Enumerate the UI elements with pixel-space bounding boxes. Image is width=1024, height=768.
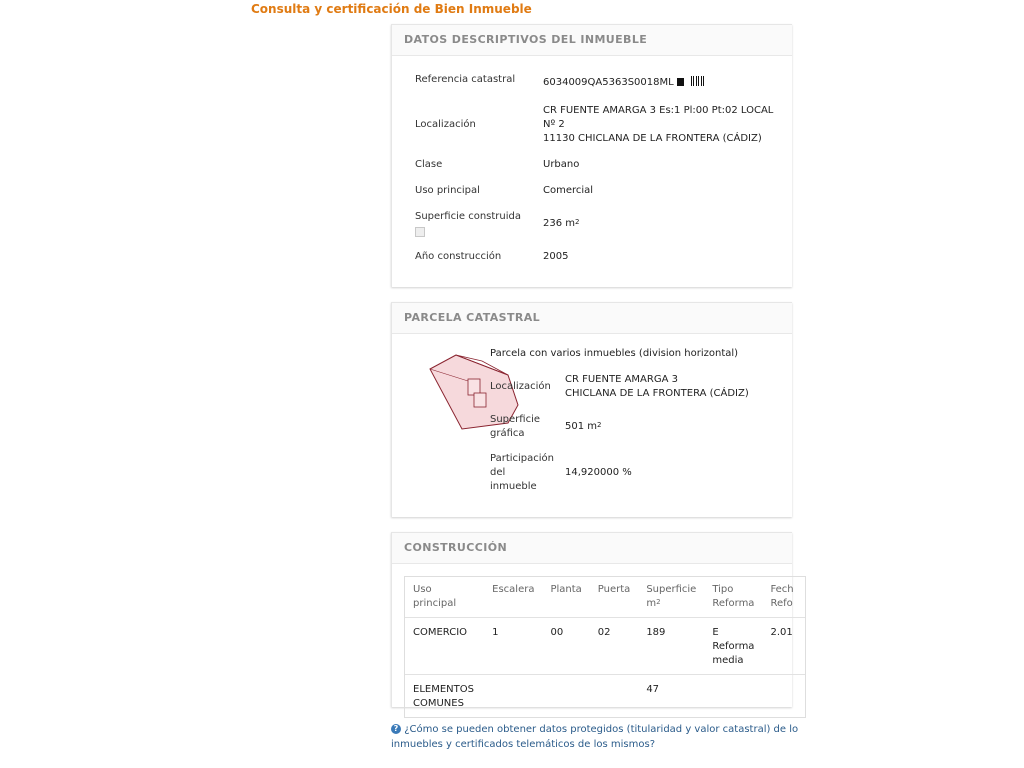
col-tipo-reforma: [704, 577, 762, 618]
barcode-icon[interactable]: [691, 76, 705, 86]
cell-tipo-2: Reforma: [712, 641, 755, 652]
construccion-table: [405, 577, 805, 717]
parcela-sup-label-1: Superficie: [490, 414, 541, 425]
cell-uso-1: ELEMENTOS: [413, 684, 474, 695]
parcela-clip: [391, 302, 765, 520]
cell-uso-2: COMUNES: [413, 698, 464, 709]
col-planta: Planta: [550, 584, 582, 595]
cell-tipo-3: media: [712, 655, 744, 666]
cell-superficie: 189: [638, 618, 704, 675]
cell-uso: [405, 675, 484, 718]
help-line-1: [391, 722, 799, 737]
col-fecha-1: Fech: [770, 584, 794, 595]
parcela-part-label: [490, 452, 554, 494]
ref-label: Referencia catastral: [415, 74, 516, 85]
loc-line-3: 11130 CHICLANA DE LA FRONTERA (CÁDIZ): [543, 133, 762, 144]
cell-superficie: 47: [638, 675, 704, 718]
clase-value: Urbano: [543, 159, 580, 170]
col-superficie-2: $m^2$: [646, 598, 661, 609]
parcela-loc-line-1: CR FUENTE AMARGA 3: [565, 374, 678, 385]
cell-puerta: 02: [590, 618, 639, 675]
cell-tipo: [704, 618, 762, 675]
sup-label: Superficie construida: [415, 211, 521, 222]
col-uso: Uso principal: [413, 584, 457, 609]
sup-unit-sup: 2: [575, 218, 580, 226]
info-box-icon[interactable]: [415, 227, 425, 237]
parcela-part-label-3: inmueble: [490, 481, 537, 492]
help-link[interactable]: [391, 722, 799, 752]
parcela-sup-unit-sup: 2: [597, 421, 602, 429]
parcela-sup-label-2: gráfica: [490, 428, 525, 439]
parcela-desc: Parcela con varios inmuebles (division horizontal): [490, 348, 739, 359]
page-title: Consulta y certificación de Bien Inmueble: [251, 2, 532, 16]
sup-value-text: 236 m: [543, 218, 576, 229]
construccion-heading: CONSTRUCCIÓN: [392, 533, 792, 564]
datos-clip: [391, 24, 774, 290]
parcela-part-value: 14,920000 %: [565, 467, 632, 478]
table-header-row: [405, 577, 805, 618]
loc-label: Localización: [415, 119, 476, 130]
col-tipo-2: Reforma: [712, 598, 755, 609]
cell-tipo-1: E: [712, 627, 719, 638]
cell-uso: COMERCIO: [405, 618, 484, 675]
loc-value: [543, 104, 773, 146]
loc-line-1: CR FUENTE AMARGA 3 Es:1 Pl:00 Pt:02 LOCAL: [543, 105, 774, 116]
help-text-1: ¿Cómo se pueden obtener datos protegidos (titularidad y valor catastral) de lo: [404, 724, 799, 735]
anio-label: Año construcción: [415, 251, 502, 262]
parcela-panel: [391, 302, 792, 517]
loc-line-2: Nº 2: [543, 119, 565, 130]
question-circle-icon: ?: [391, 724, 401, 734]
col-fecha-reforma: [762, 577, 805, 618]
parcela-part-label-2: del: [490, 467, 506, 478]
uso-label: Uso principal: [415, 185, 480, 196]
cell-escalera: 1: [484, 618, 542, 675]
cell-fecha: 2.01: [762, 618, 805, 675]
anio-value: 2005: [543, 251, 569, 262]
cell-puerta: [590, 675, 639, 718]
table-row: [405, 675, 805, 718]
parcela-loc-label: Localización: [490, 381, 551, 392]
copy-icon[interactable]: [677, 78, 684, 86]
datos-panel: [391, 24, 792, 287]
col-superficie: [638, 577, 704, 618]
uso-value: Comercial: [543, 185, 594, 196]
parcela-part-label-1: Participación: [490, 453, 555, 464]
parcela-sup-value-text: 501 m: [565, 421, 598, 432]
sup-value: [543, 217, 579, 231]
help-line-2: inmuebles y certificados telemáticos de los mismos?: [391, 739, 655, 750]
cell-tipo: [704, 675, 762, 718]
parcela-sup-label: [490, 413, 540, 441]
construccion-panel: [391, 532, 792, 707]
col-fecha-2: Refo: [770, 598, 793, 609]
col-superficie-1: Superficie: [646, 584, 697, 595]
col-puerta: Puerta: [597, 584, 631, 595]
cell-fecha: [762, 675, 805, 718]
table-row: [405, 618, 805, 675]
clase-label: Clase: [415, 159, 443, 170]
ref-value-text: 6034009QA5363S0018ML: [543, 77, 674, 88]
parcela-loc-line-2: CHICLANA DE LA FRONTERA (CÁDIZ): [565, 388, 749, 399]
parcela-loc-value: [565, 373, 749, 401]
parcela-heading: PARCELA CATASTRAL: [392, 303, 792, 334]
datos-heading: DATOS DESCRIPTIVOS DEL INMUEBLE: [392, 25, 792, 56]
cell-escalera: [484, 675, 542, 718]
construccion-clip: [391, 532, 794, 710]
cell-planta: 00: [542, 618, 589, 675]
cell-planta: [542, 675, 589, 718]
construccion-table-wrap: [404, 576, 806, 718]
parcela-sup-value: [565, 420, 601, 434]
col-tipo-1: Tipo: [712, 584, 734, 595]
col-escalera: Escalera: [492, 584, 535, 595]
ref-value: [543, 76, 684, 90]
